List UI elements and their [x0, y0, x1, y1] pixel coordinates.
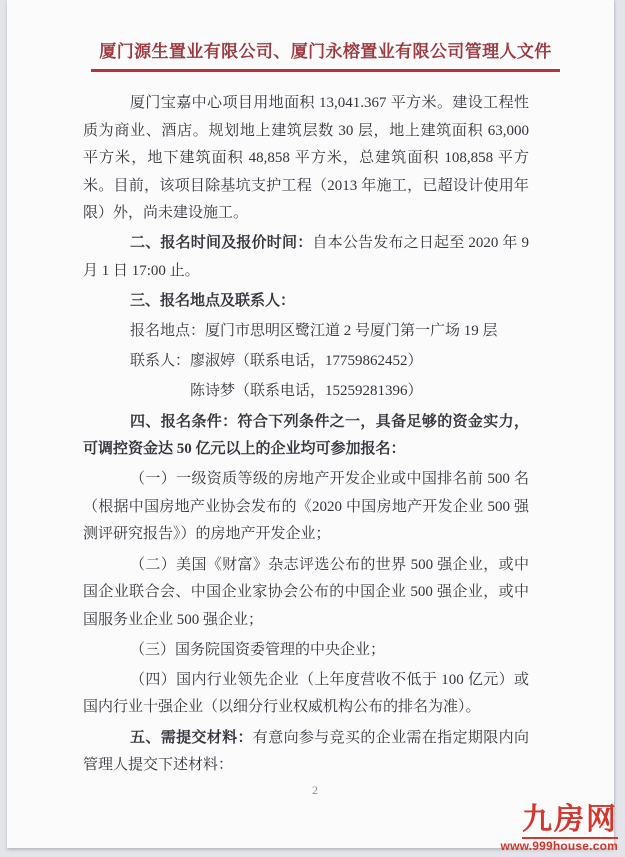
paragraph-text: （四）国内行业领先企业（上年度营收不低于 100 亿元）或国内行业十强企业（以细分行业权威机构公布的排名为准）。 [83, 671, 529, 716]
paragraph-contact-2 [83, 378, 529, 406]
document-title: 厦门源生置业有限公司、厦门永榕置业有限公司管理人文件 [91, 37, 559, 72]
paragraph-text: 报名地点：厦门市思明区鹭江道 2 号厦门第一广场 19 层 [130, 323, 498, 340]
document-header [7, 0, 614, 72]
paragraph-text: 厦门宝嘉中心项目用地面积 13,041.367 平方米。建设工程性质为商业、酒店。规划地上建筑层数 30 层，地上建筑面积 63,000 平方米，地下建筑面积 48,858 平方米，总建筑面积 108,858 平方米。目前，该项目除基坑支护工程（2013 年施工，已超设计使用年限）外，尚未建设施工。 [83, 95, 529, 222]
paragraph-contact-1 [83, 348, 529, 376]
section-heading: 二、报名时间及报价时间： [130, 235, 313, 252]
paragraph-signup-location [83, 318, 529, 346]
paragraph-text: （三）国务院国资委管理的中央企业； [130, 641, 386, 658]
watermark-url: www.999house.com [500, 839, 618, 853]
paragraph-condition-4 [83, 667, 529, 722]
section-heading: 四、报名条件：符合下列条件之一，具备足够的资金实力，可调控资金达 50 亿元以上的企业均可参加报名： [83, 413, 529, 458]
document-body [83, 90, 529, 780]
paragraph-section-2 [83, 230, 529, 285]
paragraph-project-info [83, 90, 529, 228]
document-page [7, 0, 614, 848]
section-heading: 三、报名地点及联系人： [130, 293, 296, 310]
page-number: 2 [312, 783, 318, 797]
paragraph-text: 自本公告发布之日起至 2020 年 9 月 1 日 17:00 止。 [83, 235, 529, 280]
paragraph-condition-2 [83, 552, 529, 635]
paragraph-text: （一）一级资质等级的房地产开发企业或中国排名前 500 名（根据中国房地产业协会发布的《2020 中国房地产开发企业 500 强测评研究报告》）的房地产开发企业； [83, 471, 529, 543]
paragraph-text: 联系人：廖淑婷（联系电话，17759862452） [130, 353, 423, 370]
paragraph-condition-3 [83, 637, 529, 665]
paragraph-text: 有意向参与竞买的企业需在指定期限内向管理人提交下述材料： [83, 729, 529, 774]
watermark [501, 805, 618, 854]
section-heading: 五、需提交材料： [130, 729, 253, 746]
paragraph-text: 陈诗梦（联系电话，15259281396） [190, 383, 423, 400]
paragraph-text: （二）美国《财富》杂志评选公布的世界 500 强企业，或中国企业联合会、中国企业家协会公布的中国企业 500 强企业，或中国服务业企业 500 强企业； [83, 556, 529, 628]
paragraph-section-4 [83, 409, 529, 464]
watermark-logo: 九房网 [522, 805, 618, 839]
paragraph-section-3 [83, 288, 529, 316]
paragraph-section-5 [83, 725, 529, 780]
paragraph-condition-1 [83, 466, 529, 549]
